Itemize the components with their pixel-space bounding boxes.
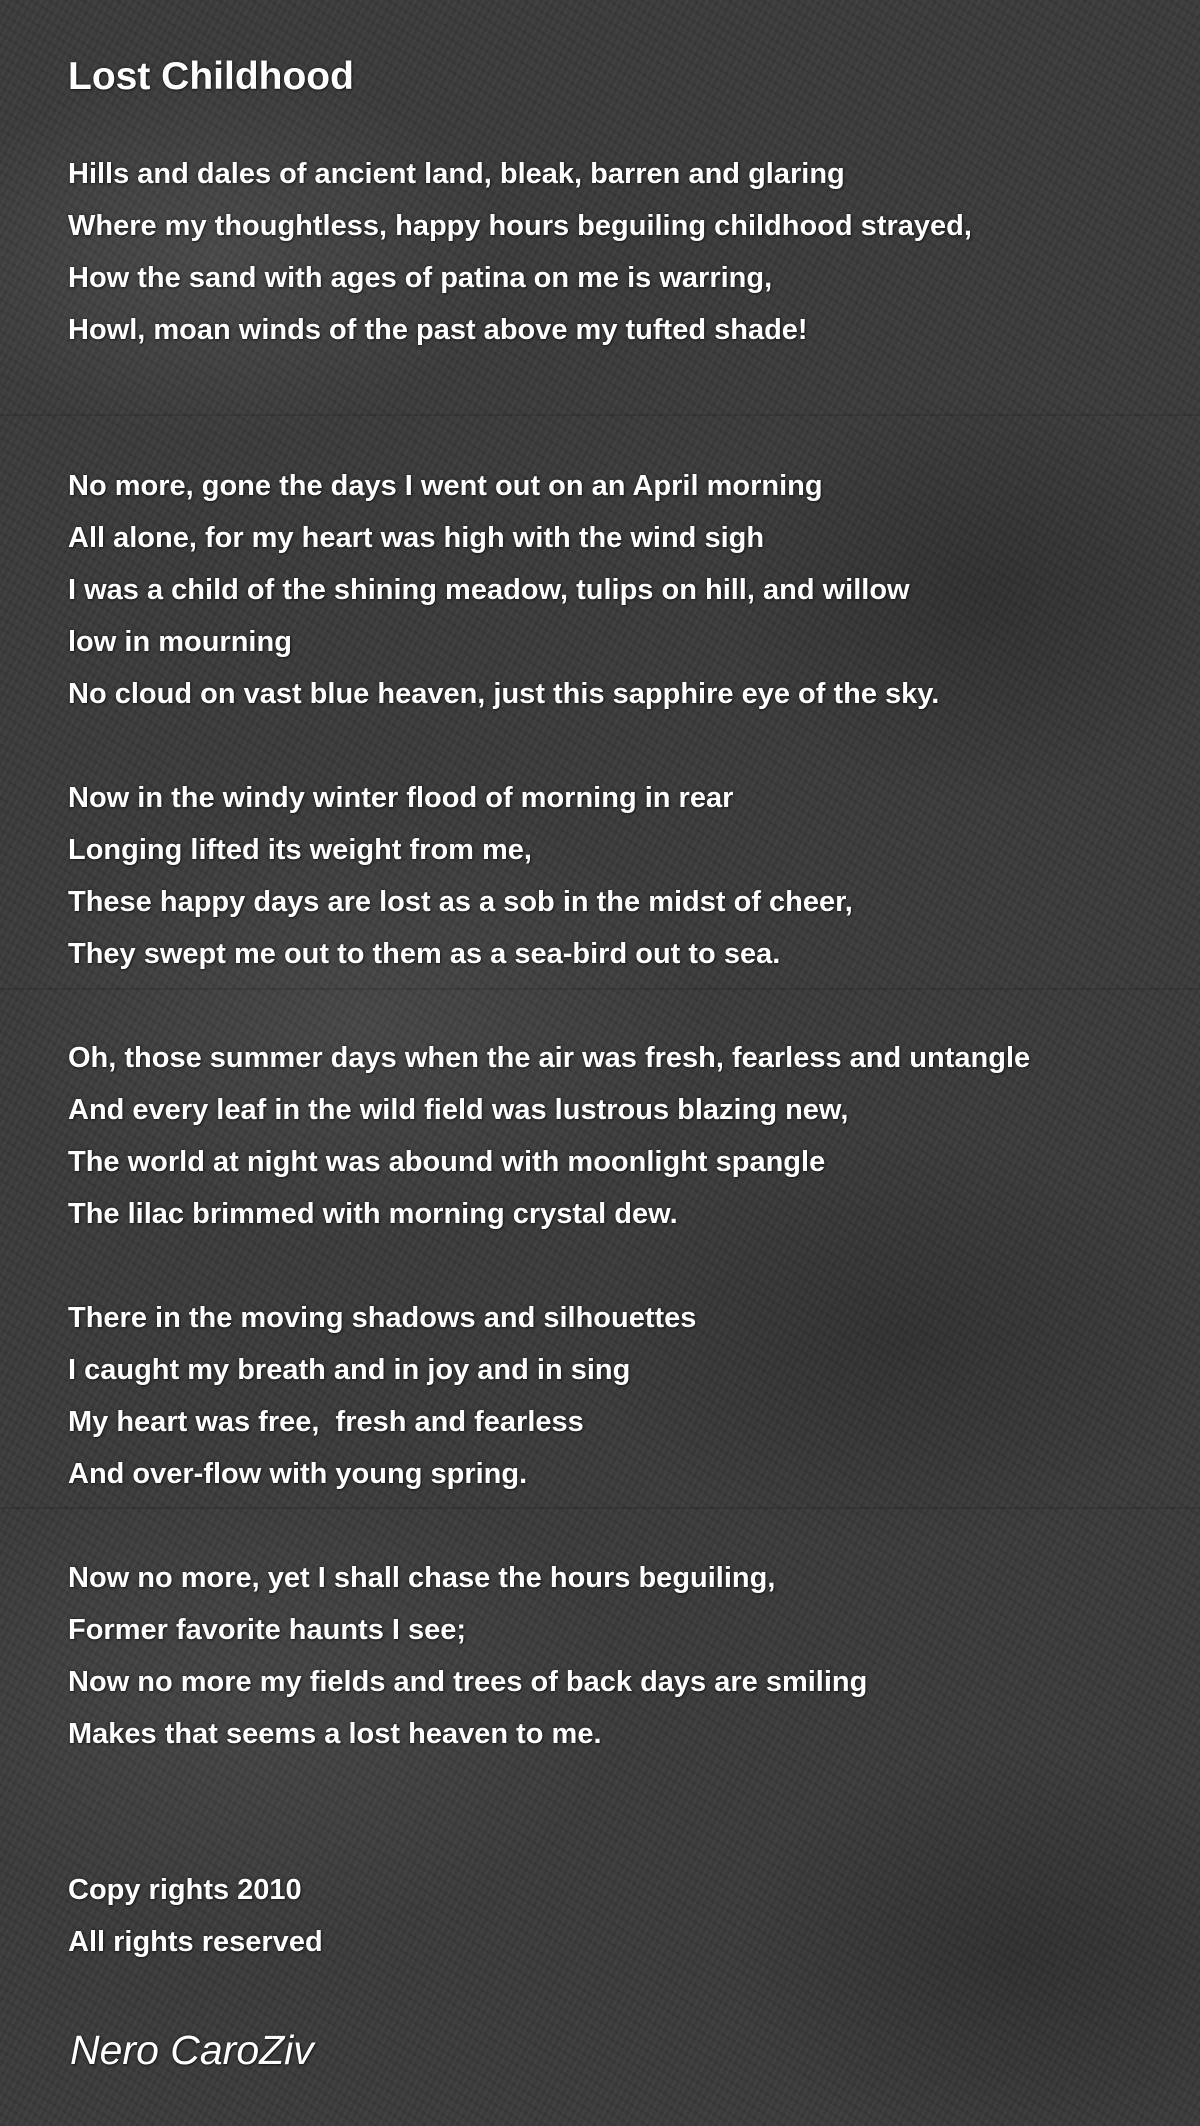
stanza-break <box>68 720 1178 772</box>
stanza-break <box>68 1240 1178 1292</box>
poem-line: Howl, moan winds of the past above my tufted shade! <box>68 314 808 346</box>
copyright-line: Copy rights 2010 <box>68 1874 302 1906</box>
poem-line: Where my thoughtless, happy hours beguiling childhood strayed, <box>68 210 972 242</box>
poem-line: Now in the windy winter flood of morning in rear <box>68 782 734 814</box>
rights-line: All rights reserved <box>68 1926 323 1958</box>
poem-line: No cloud on vast blue heaven, just this sapphire eye of the sky. <box>68 678 940 710</box>
poem-line: Hills and dales of ancient land, bleak, barren and glaring <box>68 158 845 190</box>
poem-line: There in the moving shadows and silhouettes <box>68 1302 697 1334</box>
poem-line: Oh, those summer days when the air was fresh, fearless and untangle <box>68 1042 1031 1074</box>
poem-line: All alone, for my heart was high with the wind sigh <box>68 522 765 554</box>
poem-line: My heart was free, fresh and fearless <box>68 1406 584 1438</box>
poem-line: Now no more my fields and trees of back days are smiling <box>68 1666 868 1698</box>
poem <box>68 48 1178 1968</box>
poem-line: These happy days are lost as a sob in the midst of cheer, <box>68 886 853 918</box>
poem-line: The world at night was abound with moonlight spangle <box>68 1146 826 1178</box>
stanza-break <box>68 356 1178 408</box>
poem-line: Makes that seems a lost heaven to me. <box>68 1718 602 1750</box>
poem-line: Longing lifted its weight from me, <box>68 834 532 866</box>
poem-author: Nero CaroZiv <box>70 2027 314 2073</box>
stanza-break <box>68 1500 1178 1552</box>
poem-line: Now no more, yet I shall chase the hours beguiling, <box>68 1562 776 1594</box>
poem-line: Former favorite haunts I see; <box>68 1614 467 1646</box>
poem-line: How the sand with ages of patina on me is warring, <box>68 262 773 294</box>
poem-line: They swept me out to them as a sea-bird out to sea. <box>68 938 781 970</box>
poem-line: And every leaf in the wild field was lustrous blazing new, <box>68 1094 849 1126</box>
poem-line: I caught my breath and in joy and in sing <box>68 1354 631 1386</box>
poem-line: I was a child of the shining meadow, tulips on hill, and willow <box>68 574 910 606</box>
poem-line: And over-flow with young spring. <box>68 1458 528 1490</box>
stanza-break <box>68 408 1178 460</box>
stanza-break <box>68 1812 1178 1864</box>
poem-line: low in mourning <box>68 626 292 658</box>
stanza-break <box>68 980 1178 1032</box>
poem-body <box>68 148 1178 1968</box>
poem-line: The lilac brimmed with morning crystal dew. <box>68 1198 678 1230</box>
poem-line: No more, gone the days I went out on an April morning <box>68 470 823 502</box>
stanza-break <box>68 1760 1178 1812</box>
poem-title: Lost Childhood <box>68 55 354 98</box>
